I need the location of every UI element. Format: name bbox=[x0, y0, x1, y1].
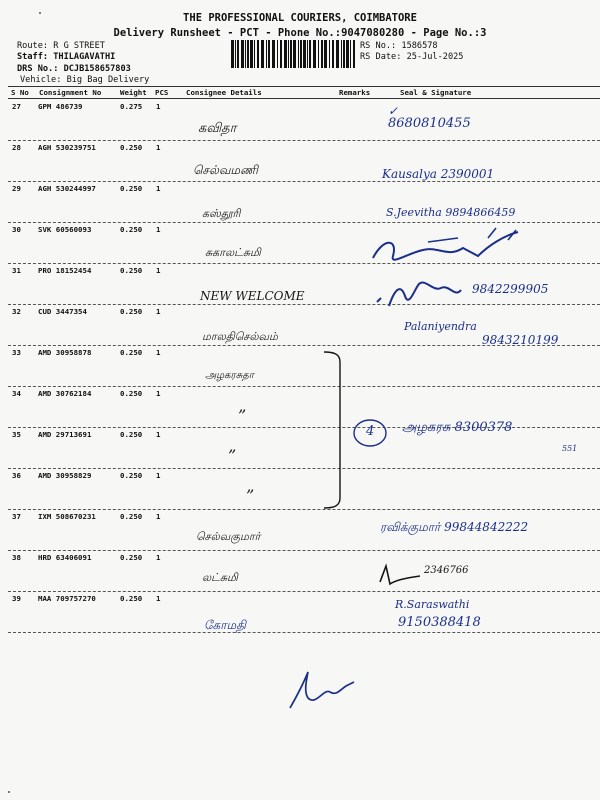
r29-sign-handwriting: S.Jeevitha 9894866459 bbox=[386, 206, 516, 219]
pcs-cell: 1 bbox=[156, 102, 161, 111]
sno-cell: 34 bbox=[12, 389, 21, 398]
consignment-no-cell: HRD 63406091 bbox=[38, 553, 92, 562]
pcs-cell: 1 bbox=[156, 430, 161, 439]
col-pcs-header: PCS bbox=[155, 88, 169, 97]
r31-phone-handwriting: 9842299905 bbox=[472, 282, 549, 296]
table-row bbox=[8, 346, 600, 387]
route-label: Route: R G STREET bbox=[17, 41, 105, 51]
consignment-no-cell: CUD 3447354 bbox=[38, 307, 87, 316]
sno-cell: 35 bbox=[12, 430, 21, 439]
table-row bbox=[8, 551, 600, 592]
header-rule-bottom bbox=[8, 98, 600, 99]
pcs-cell: 1 bbox=[156, 471, 161, 480]
weight-cell: 0.250 bbox=[120, 307, 143, 316]
runsheet-subtitle: Delivery Runsheet - PCT - Phone No.:9047080280 - Page No.:3 bbox=[113, 27, 487, 39]
staff-label: Staff: THILAGAVATHI bbox=[17, 52, 116, 62]
scan-speck bbox=[8, 791, 10, 793]
consignment-no-cell: MAA 709757270 bbox=[38, 594, 96, 603]
pcs-cell: 1 bbox=[156, 266, 161, 275]
pcs-cell: 1 bbox=[156, 594, 161, 603]
consignment-no-cell: AGH 530239751 bbox=[38, 143, 96, 152]
col-remarks-header: Remarks bbox=[339, 88, 371, 97]
group-bracket bbox=[322, 350, 346, 510]
r32-consignee-handwriting: மாலதிசெல்வம் bbox=[202, 330, 278, 343]
col-consignment-header: Consignment No bbox=[39, 88, 102, 97]
r35-ditto-handwriting: ” bbox=[228, 446, 237, 465]
col-seal-header: Seal & Signature bbox=[400, 88, 472, 97]
pcs-cell: 1 bbox=[156, 553, 161, 562]
scan-speck bbox=[39, 12, 41, 14]
consignment-no-cell: AMD 29713691 bbox=[38, 430, 92, 439]
r27-consignee-handwriting: கவிதா bbox=[198, 121, 237, 136]
sno-cell: 33 bbox=[12, 348, 21, 357]
r31-consignee-handwriting: NEW WELCOME bbox=[200, 289, 305, 303]
staff-signature bbox=[286, 668, 358, 712]
col-sno-header: S No bbox=[11, 88, 29, 97]
r32-phone-handwriting: 9843210199 bbox=[482, 333, 559, 347]
consignment-no-cell: AMD 30958878 bbox=[38, 348, 92, 357]
rs-date: RS Date: 25-Jul-2025 bbox=[360, 52, 464, 62]
r30-sign-scribble bbox=[368, 228, 528, 268]
weight-cell: 0.250 bbox=[120, 430, 143, 439]
pcs-cell: 1 bbox=[156, 512, 161, 521]
header-rule-top bbox=[8, 86, 600, 87]
pcs-cell: 1 bbox=[156, 307, 161, 316]
group-sign-handwriting: அழகரசு 8300378 bbox=[402, 420, 513, 435]
drs-number: DRS No.: DCJB158657803 bbox=[17, 64, 131, 74]
sno-cell: 32 bbox=[12, 307, 21, 316]
consignment-no-cell: AGH 530244997 bbox=[38, 184, 96, 193]
weight-cell: 0.250 bbox=[120, 553, 143, 562]
r38-consignee-handwriting: லட்சுமி bbox=[202, 571, 238, 584]
col-consignee-header: Consignee Details bbox=[186, 88, 262, 97]
r36-ditto-handwriting: ” bbox=[246, 486, 255, 505]
pcs-cell: 1 bbox=[156, 184, 161, 193]
group-code-handwriting: 551 bbox=[562, 444, 578, 453]
row-divider bbox=[8, 632, 600, 633]
pcs-cell: 1 bbox=[156, 143, 161, 152]
consignment-no-cell: PRO 18152454 bbox=[38, 266, 92, 275]
r28-sign-handwriting: Kausalya 2390001 bbox=[382, 167, 495, 181]
r39-consignee-handwriting: கோமதி bbox=[204, 618, 246, 632]
r34-ditto-handwriting: ” bbox=[238, 406, 247, 425]
weight-cell: 0.250 bbox=[120, 143, 143, 152]
r39-sign-handwriting: R.Saraswathi bbox=[395, 598, 470, 611]
r28-consignee-handwriting: செல்வமணி bbox=[193, 163, 258, 177]
barcode bbox=[231, 40, 355, 68]
weight-cell: 0.250 bbox=[120, 471, 143, 480]
weight-cell: 0.250 bbox=[120, 594, 143, 603]
pcs-cell: 1 bbox=[156, 389, 161, 398]
table-row bbox=[8, 469, 600, 510]
weight-cell: 0.250 bbox=[120, 389, 143, 398]
weight-cell: 0.250 bbox=[120, 184, 143, 193]
sno-cell: 29 bbox=[12, 184, 21, 193]
sno-cell: 36 bbox=[12, 471, 21, 480]
pcs-cell: 1 bbox=[156, 348, 161, 357]
r31-sign-scribble bbox=[375, 278, 465, 312]
consignment-no-cell: SVK 60560093 bbox=[38, 225, 92, 234]
group-count-handwriting: 4 bbox=[366, 424, 375, 439]
table-row bbox=[8, 100, 600, 141]
weight-cell: 0.250 bbox=[120, 512, 143, 521]
r38-sign-handwriting: 2346766 bbox=[424, 565, 469, 576]
vehicle-label: Vehicle: Big Bag Delivery bbox=[20, 75, 150, 85]
r37-consignee-handwriting: செல்வகுமார் bbox=[196, 530, 261, 543]
r39-phone-handwriting: 9150388418 bbox=[398, 615, 481, 630]
sno-cell: 28 bbox=[12, 143, 21, 152]
pcs-cell: 1 bbox=[156, 225, 161, 234]
r30-consignee-handwriting: சுகாலட்சுமி bbox=[205, 246, 261, 259]
r27-phone-handwriting: 8680810455 bbox=[388, 116, 471, 131]
consignment-no-cell: GPM 486739 bbox=[38, 102, 83, 111]
r37-sign-handwriting: ரவிக்குமார் 99844842222 bbox=[380, 520, 529, 534]
weight-cell: 0.250 bbox=[120, 266, 143, 275]
company-title: THE PROFESSIONAL COURIERS, COIMBATORE bbox=[183, 12, 417, 24]
rs-number: RS No.: 1586578 bbox=[360, 41, 438, 51]
consignment-no-cell: IXM 508670231 bbox=[38, 512, 96, 521]
consignment-no-cell: AMD 30958829 bbox=[38, 471, 92, 480]
col-weight-header: Weight bbox=[120, 88, 147, 97]
weight-cell: 0.275 bbox=[120, 102, 143, 111]
r27-sign-handwriting: ✓ bbox=[388, 104, 399, 118]
r38-sign-scribble bbox=[376, 562, 424, 588]
table-row bbox=[8, 592, 600, 633]
weight-cell: 0.250 bbox=[120, 225, 143, 234]
sno-cell: 31 bbox=[12, 266, 21, 275]
r33-consignee-handwriting: அழகரசுதா bbox=[205, 370, 254, 381]
sno-cell: 39 bbox=[12, 594, 21, 603]
sno-cell: 37 bbox=[12, 512, 21, 521]
sno-cell: 38 bbox=[12, 553, 21, 562]
r32-sign-handwriting: Palaniyendra bbox=[404, 320, 477, 333]
r29-consignee-handwriting: கஸ்தூரி bbox=[202, 207, 241, 220]
sno-cell: 27 bbox=[12, 102, 21, 111]
consignment-no-cell: AMD 30762184 bbox=[38, 389, 92, 398]
weight-cell: 0.250 bbox=[120, 348, 143, 357]
sno-cell: 30 bbox=[12, 225, 21, 234]
table-row bbox=[8, 141, 600, 182]
